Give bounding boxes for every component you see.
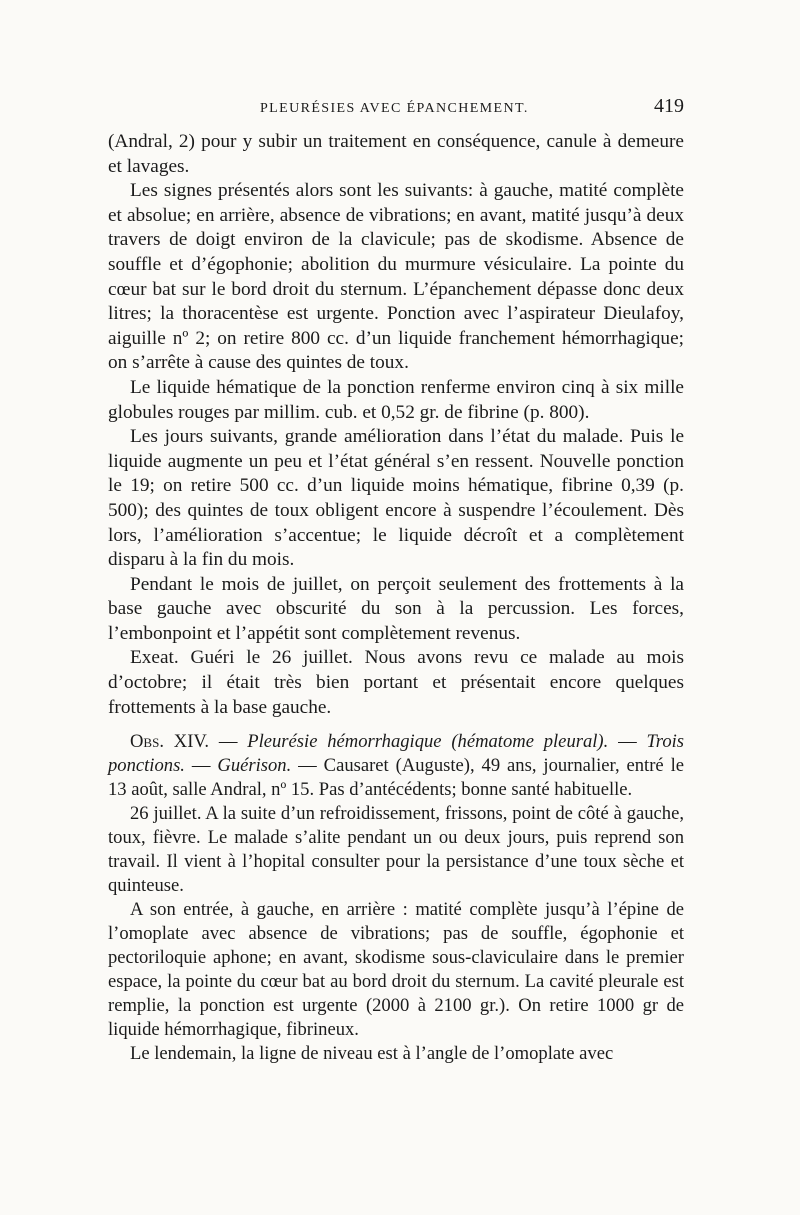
observation-intro-text: Causaret (Auguste), 49 ans, journalier, entré le 13 août, salle Andral, nº 15. Pas d’antécédents; bonne santé habituelle. [108,755,684,801]
page-header [118,95,684,125]
observation-title: Pleurésie hémorrhagique (hématome pleural). [247,731,609,753]
observation-section [108,730,684,1066]
main-text [108,130,684,1066]
dash: — [608,731,647,753]
dash: — [291,755,324,777]
observation-heading-paragraph [108,730,684,802]
observation-subtitle: Trois ponctions. [108,731,685,777]
page-number: 419 [654,95,684,117]
paragraph: Les signes présentés alors sont les suivants: à gauche, matité complète et absolue; en arrière, absence de vibrations; en avant, matité jusqu’à deux travers de doigt environ de la clavicule; pas de skodisme. Absence de souffle et d’égophonie; abolition du murmure vésiculaire. La pointe du cœur bat sur le bord droit du sternum. L’épanchement dépasse donc deux litres; la thoracentèse est urgente. Ponction avec l’aspirateur Dieulafoy, aiguille nº 2; on retire 800 cc. d’un liquide franchement hémorrhagique; on s’arrête à cause des quintes de toux. [108,180,684,374]
running-head: PLEURÉSIES AVEC ÉPANCHEMENT. [260,101,529,116]
paragraph: Les jours suivants, grande amélioration dans l’état du malade. Puis le liquide augmente un peu et l’état général s’en ressent. Nouvelle ponction le 19; on retire 500 cc. d’un liquide moins hématique, fibrine 0,39 (p. 500); des quintes de toux obligent encore à suspendre l’écoulement. Dès lors, l’amélioration s’accentue; le liquide décroît et a complètement disparu à la fin du mois. [108,426,684,571]
paragraph: A son entrée, à gauche, en arrière : matité complète jusqu’à l’épine de l’omoplate avec absence de vibrations; pas de souffle, égophonie et pectoriloquie aphone; en avant, skodisme sous-claviculaire dans le premier espace, la pointe du cœur bat au bord droit du sternum. La cavité pleurale est remplie, la ponction est urgente (2000 à 2100 gr.). On retire 1000 gr de liquide hémorrhagique, fibrineux. [108,899,684,1041]
paragraph: 26 juillet. A la suite d’un refroidissement, frissons, point de côté à gauche, toux, fièvre. Le malade s’alite pendant un ou deux jours, puis reprend son travail. Il vient à l’hopital consulter pour la persistance d’une toux sèche et quinteuse. [108,803,684,897]
paragraph: Exeat. Guéri le 26 juillet. Nous avons revu ce malade au mois d’octobre; il était très bien portant et présentait encore quelques frottements à la base gauche. [108,647,684,718]
observation-label: Obs. XIV. [130,731,210,753]
paragraph: Le lendemain, la ligne de niveau est à l’angle de l’omoplate avec [130,1043,614,1065]
dash: — [184,755,218,777]
observation-outcome: Guérison. [217,755,292,777]
paragraph-continuation: (Andral, 2) pour y subir un traitement en conséquence, canule à demeure et lavages. [108,131,684,177]
paragraph: Pendant le mois de juillet, on perçoit seulement des frottements à la base gauche avec obscurité du son à la percussion. Les forces, l’embonpoint et l’appétit sont complètement revenus. [108,573,684,644]
paragraph: Le liquide hématique de la ponction renferme environ cinq à six mille globules rouges par millim. cub. et 0,52 gr. de fibrine (p. 800). [108,376,684,423]
dash: — [209,731,248,753]
